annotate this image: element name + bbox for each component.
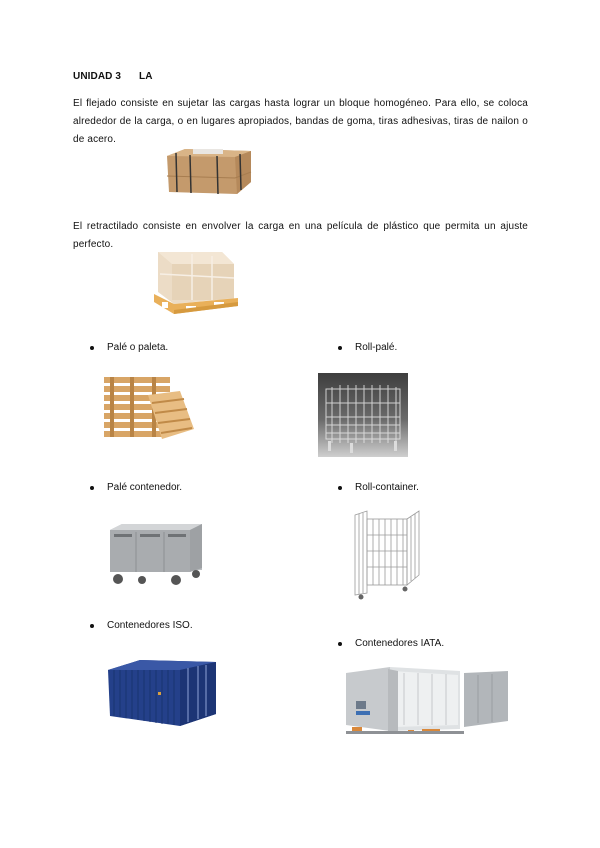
bullet-dot-icon bbox=[338, 486, 342, 490]
bullet-dot-icon bbox=[90, 346, 94, 350]
roll-container-image bbox=[347, 505, 421, 601]
bullet-dot-icon bbox=[90, 624, 94, 628]
unit-heading bbox=[73, 71, 153, 82]
bullet-item-contenedores-iso bbox=[90, 620, 193, 631]
roll-pale-image bbox=[318, 373, 408, 457]
bullet-dot-icon bbox=[338, 642, 342, 646]
bullet-label: Roll-container. bbox=[355, 482, 419, 493]
bullet-item-roll-container bbox=[338, 482, 419, 493]
paragraph-retractilado: El retractilado consiste en envolver la carga en una película de plástico que permita un ajuste perfecto. bbox=[73, 221, 528, 250]
iso-container-image bbox=[106, 656, 218, 730]
bullet-dot-icon bbox=[90, 486, 94, 490]
bullet-label: Palé contenedor. bbox=[107, 482, 183, 493]
bullet-item-pale-contenedor bbox=[90, 482, 182, 493]
unit-topic: LA bbox=[139, 71, 153, 82]
bullet-label: Roll-palé. bbox=[355, 342, 398, 353]
bullet-item-roll-pale bbox=[338, 342, 397, 353]
bullet-dot-icon bbox=[338, 346, 342, 350]
bullet-item-pale bbox=[90, 342, 168, 353]
strapped-box-image bbox=[163, 146, 255, 198]
paragraph-flejado: El flejado consiste en sujetar las cargas hasta lograr un bloque homogéneo. Para ello, se coloca alrededor de la carga, o en lugares apropiados, bandas de goma, tiras adhesivas, tiras de nailon o de acero. bbox=[73, 98, 528, 145]
unit-number: UNIDAD 3 bbox=[73, 71, 122, 82]
wooden-pallets-image bbox=[100, 373, 198, 441]
bullet-item-contenedores-iata bbox=[338, 638, 444, 649]
iata-container-image bbox=[342, 667, 510, 737]
bullet-label: Contenedores IATA. bbox=[355, 638, 445, 649]
bullet-label: Contenedores ISO. bbox=[107, 620, 193, 631]
pallet-container-image bbox=[108, 522, 202, 586]
shrink-wrapped-pallet-image bbox=[152, 246, 240, 318]
bullet-label: Palé o paleta. bbox=[107, 342, 169, 353]
